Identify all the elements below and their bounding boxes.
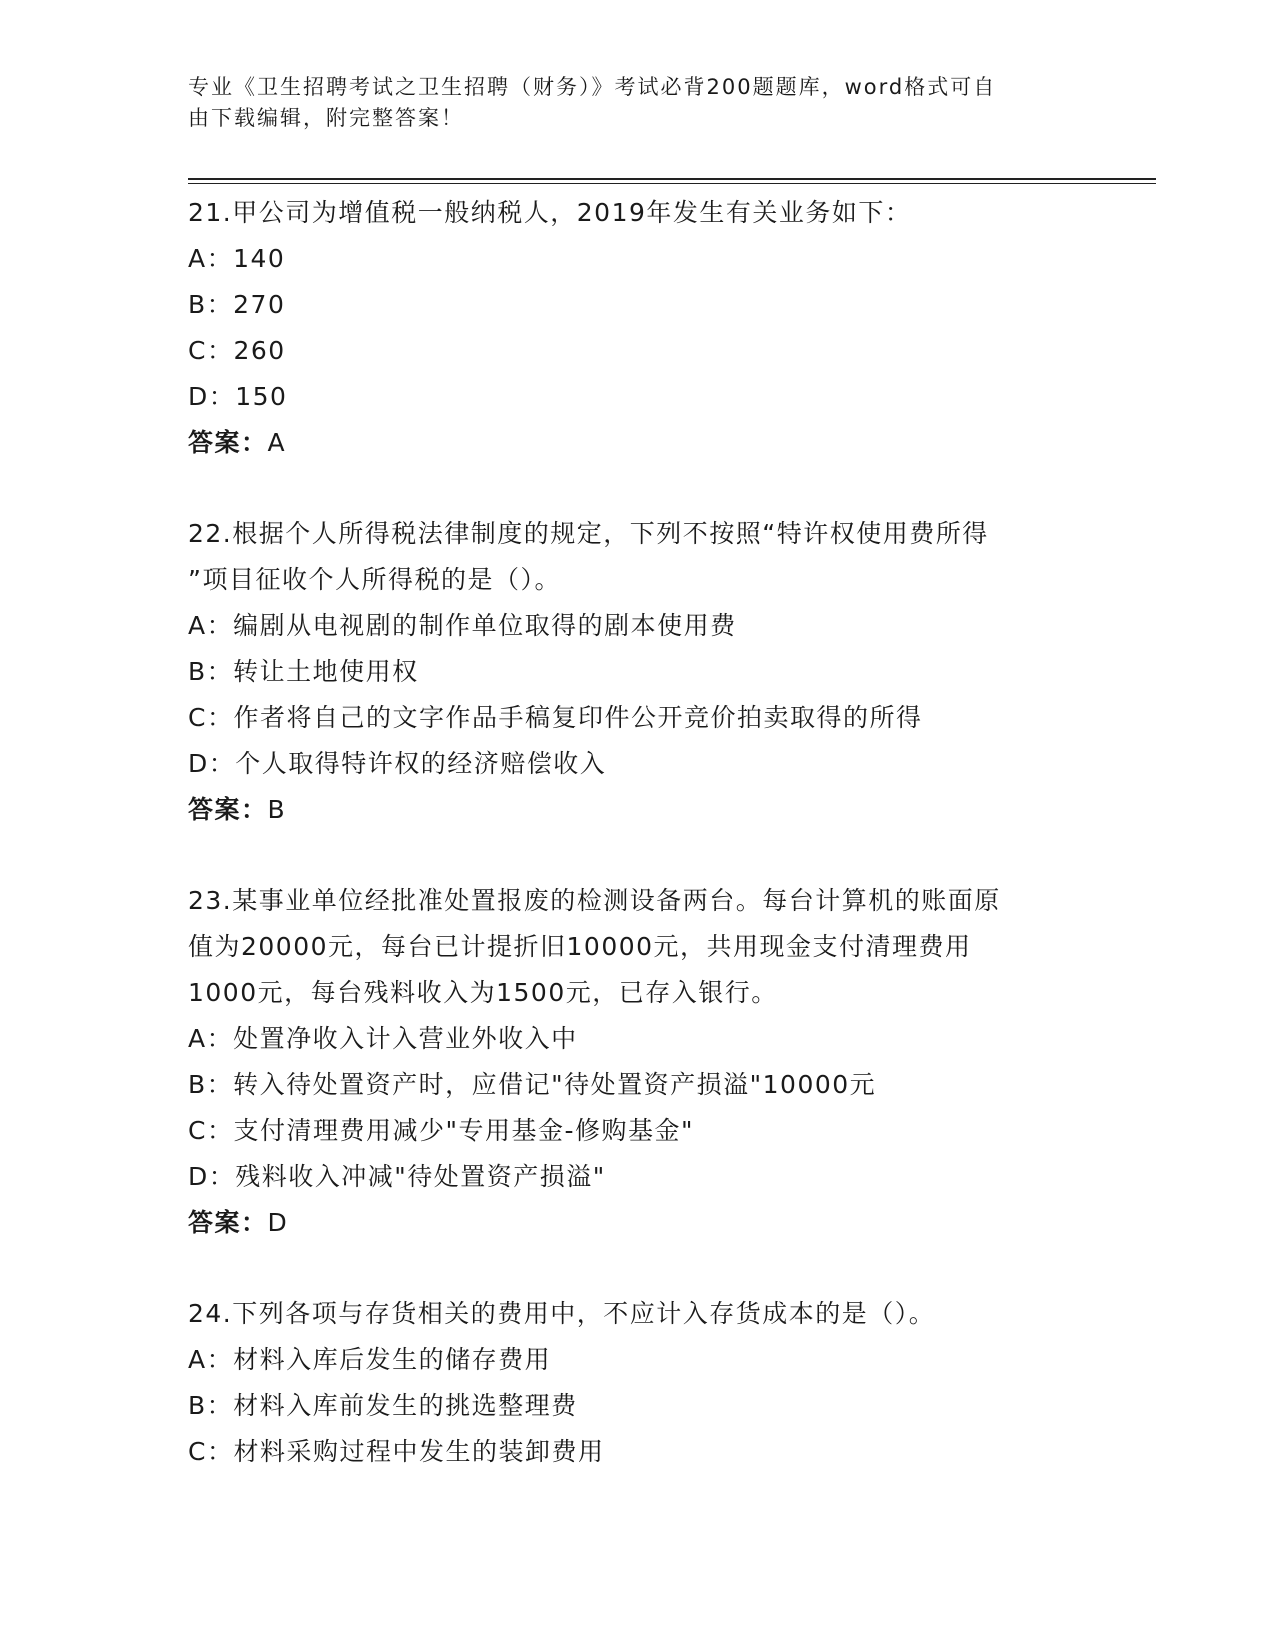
option-a: A：140 (188, 244, 286, 273)
answer (188, 420, 1148, 466)
option-c: C：作者将自己的文字作品手稿复印件公开竞价拍卖取得的所得 (188, 703, 923, 732)
question-stem: ”项目征收个人所得税的是（）。 (188, 565, 561, 594)
question-stem: 23.某事业单位经批准处置报废的检测设备两台。每台计算机的账面原 (188, 886, 1001, 915)
option-d: D：150 (188, 382, 288, 411)
question-block (188, 878, 1148, 1246)
header-line: 专业《卫生招聘考试之卫生招聘（财务）》考试必背200题题库，word格式可自 (188, 75, 997, 99)
option-a: A：材料入库后发生的储存费用 (188, 1345, 552, 1374)
question-block (188, 1291, 1148, 1475)
question-list (188, 190, 1148, 1475)
option-c: C：材料采购过程中发生的装卸费用 (188, 1437, 605, 1466)
question-stem: 22.根据个人所得税法律制度的规定，下列不按照“特许权使用费所得 (188, 519, 989, 548)
option-c: C：260 (188, 336, 286, 365)
question-block (188, 511, 1148, 833)
option-b: B：转入待处置资产时，应借记"待处置资产损溢"10000元 (188, 1070, 877, 1099)
answer (188, 1200, 1148, 1246)
question-stem: 24.下列各项与存货相关的费用中，不应计入存货成本的是（）。 (188, 1299, 936, 1328)
header-divider-thin (188, 183, 1156, 184)
option-b: B：转让土地使用权 (188, 657, 419, 686)
answer-label: 答案： (188, 795, 268, 824)
option-b: B：270 (188, 290, 286, 319)
answer (188, 787, 1148, 833)
option-a: A：编剧从电视剧的制作单位取得的剧本使用费 (188, 611, 737, 640)
option-a: A：处置净收入计入营业外收入中 (188, 1024, 578, 1053)
question-block (188, 190, 1148, 466)
question-stem: 1000元，每台残料收入为1500元，已存入银行。 (188, 978, 778, 1007)
option-d: D：个人取得特许权的经济赔偿收入 (188, 749, 607, 778)
header-divider (188, 178, 1156, 180)
answer-value: D (267, 1208, 289, 1237)
question-stem: 21.甲公司为增值税一般纳税人，2019年发生有关业务如下： (188, 198, 912, 227)
question-stem: 值为20000元，每台已计提折旧10000元，共用现金支付清理费用 (188, 932, 972, 961)
answer-label: 答案： (188, 428, 268, 457)
header-line: 由下载编辑，附完整答案！ (188, 106, 464, 130)
option-c: C：支付清理费用减少"专用基金-修购基金" (188, 1116, 694, 1145)
option-b: B：材料入库前发生的挑选整理费 (188, 1391, 578, 1420)
document-header (188, 72, 1088, 134)
option-d: D：残料收入冲减"待处置资产损溢" (188, 1162, 606, 1191)
answer-label: 答案： (188, 1208, 268, 1237)
answer-value: B (267, 795, 287, 824)
answer-value: A (267, 428, 287, 457)
